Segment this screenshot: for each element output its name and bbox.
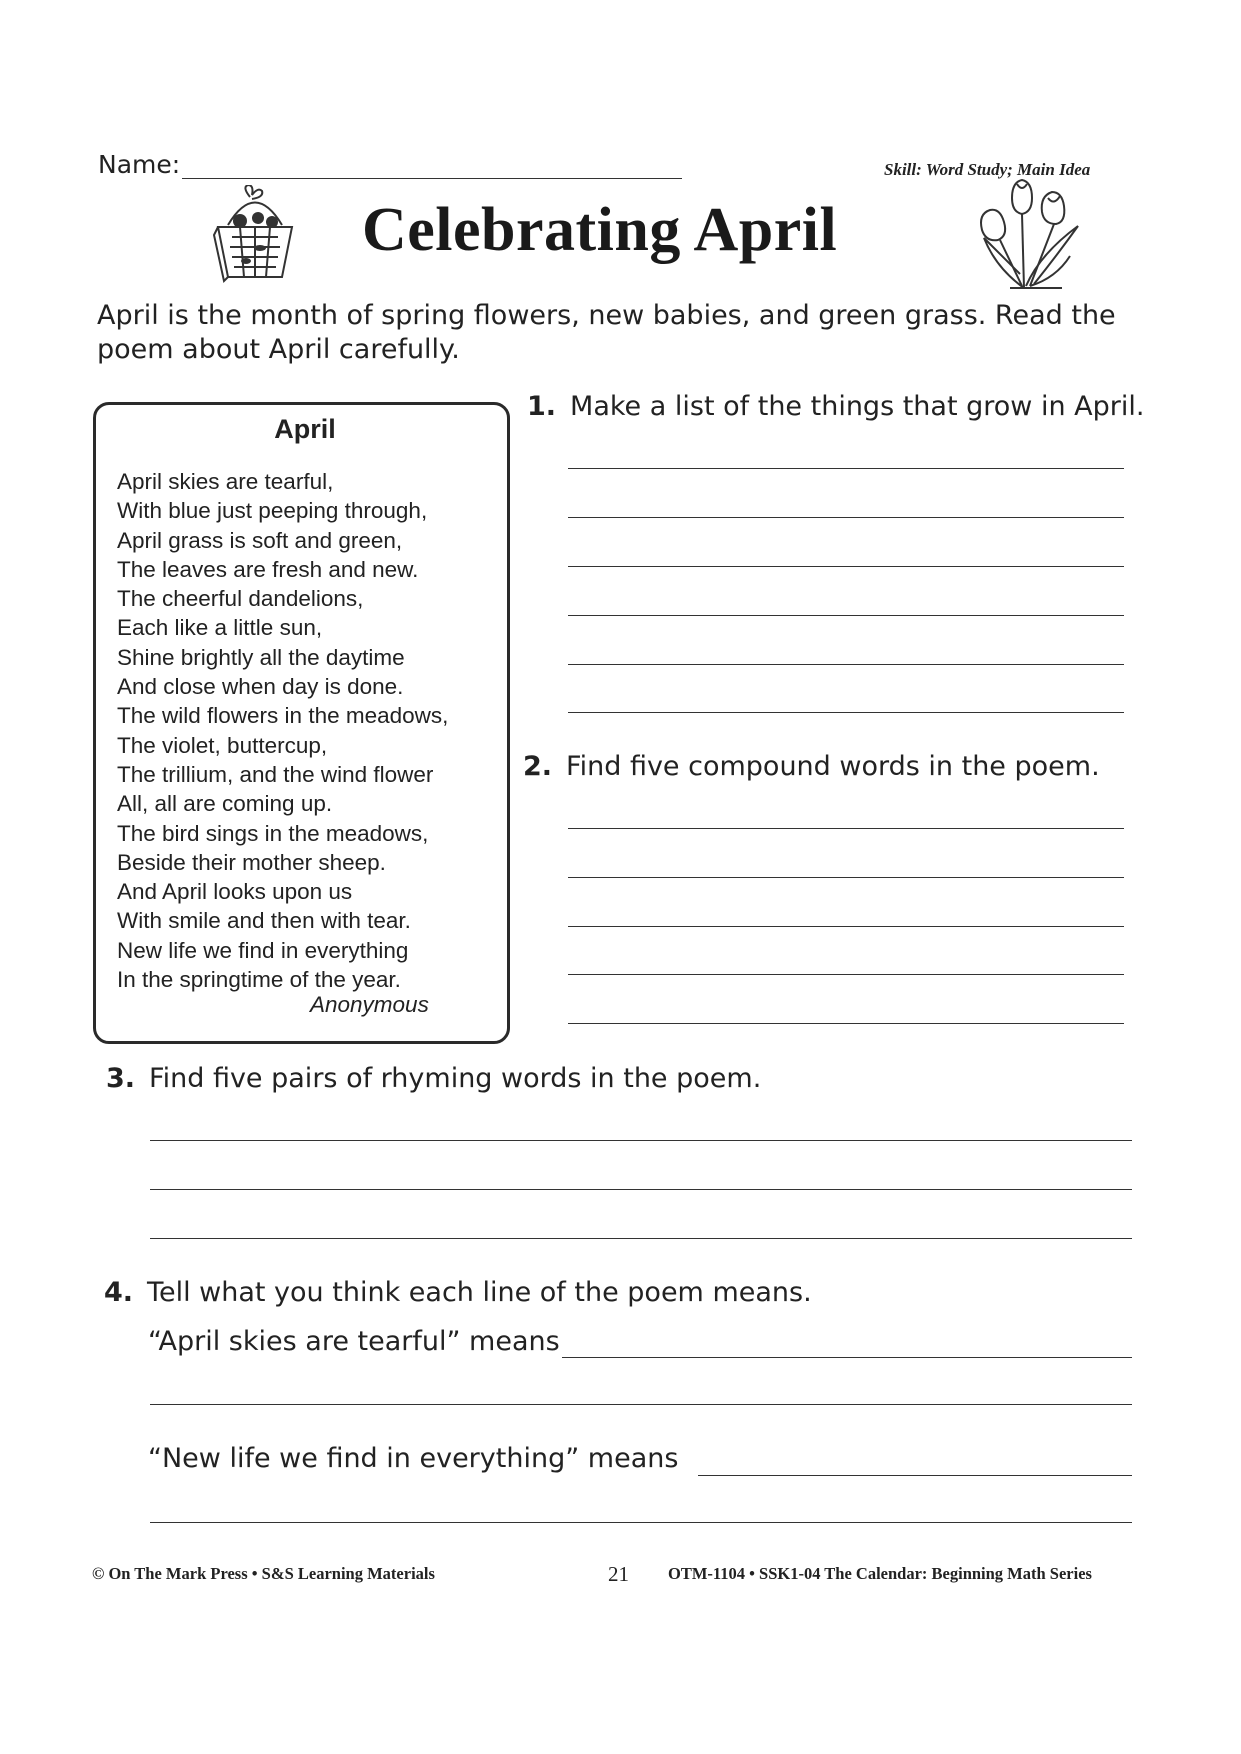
prompt-new-life: “New life we find in everything” means <box>148 1443 679 1474</box>
answer-line[interactable] <box>150 1238 1132 1239</box>
tulips-icon <box>970 170 1090 295</box>
answer-line[interactable] <box>568 1023 1124 1024</box>
poem-lines <box>117 467 448 994</box>
answer-line[interactable] <box>568 615 1124 616</box>
answer-line[interactable] <box>150 1189 1132 1190</box>
poem-line: In the springtime of the year. <box>117 967 401 993</box>
poem-line: The leaves are fresh and new. <box>117 556 419 582</box>
answer-line[interactable] <box>568 517 1124 518</box>
question-number: 1. <box>527 391 557 422</box>
question-number: 4. <box>104 1277 134 1308</box>
footer-copyright: © On The Mark Press • S&S Learning Materials <box>92 1564 435 1583</box>
answer-line[interactable] <box>568 664 1124 665</box>
skill-label: Skill: Word Study; Main Idea <box>884 160 1091 179</box>
poem-line: The trillium, and the wind flower <box>117 761 434 787</box>
name-label: Name: <box>98 150 181 179</box>
page-number: 21 <box>608 1562 629 1586</box>
poem-line: And close when day is done. <box>117 674 404 700</box>
answer-line[interactable] <box>568 712 1124 713</box>
prompt-april-skies: “April skies are tearful” means <box>148 1326 560 1357</box>
answer-line[interactable] <box>698 1475 1132 1476</box>
question-text: Tell what you think each line of the poem means. <box>147 1277 812 1308</box>
answer-line[interactable] <box>568 468 1124 469</box>
poem-author: Anonymous <box>310 992 429 1017</box>
poem-line: April skies are tearful, <box>117 469 334 494</box>
question-4 <box>104 1277 812 1308</box>
poem-line: The violet, buttercup, <box>117 732 328 758</box>
poem-line: With smile and then with tear. <box>117 908 411 934</box>
question-number: 3. <box>106 1063 136 1094</box>
answer-line[interactable] <box>150 1522 1132 1523</box>
poem-line: Shine brightly all the daytime <box>117 644 405 670</box>
answer-line[interactable] <box>150 1140 1132 1141</box>
poem-line: Each like a little sun, <box>117 615 323 641</box>
gift-basket-icon <box>210 185 300 285</box>
question-text: Make a list of the things that grow in April. <box>570 391 1145 422</box>
poem-line: The cheerful dandelions, <box>117 586 364 612</box>
poem-line: Beside their mother sheep. <box>117 849 386 875</box>
question-1 <box>527 391 1144 422</box>
page-title: Celebrating April <box>362 196 838 264</box>
poem-line: And April looks upon us <box>117 879 353 905</box>
intro-text: April is the month of spring flowers, new babies, and green grass. Read the poem about April carefully. <box>97 300 1116 365</box>
poem-line: April grass is soft and green, <box>117 527 403 553</box>
poem-line: All, all are coming up. <box>117 791 333 817</box>
answer-line[interactable] <box>150 1404 1132 1405</box>
question-text: Find five pairs of rhyming words in the poem. <box>149 1063 762 1094</box>
question-2 <box>523 751 1100 782</box>
answer-line[interactable] <box>568 566 1124 567</box>
question-text: Find five compound words in the poem. <box>566 751 1100 782</box>
answer-line[interactable] <box>568 974 1124 975</box>
answer-line[interactable] <box>562 1357 1132 1358</box>
answer-line[interactable] <box>568 926 1124 927</box>
poem-title: April <box>274 414 336 444</box>
question-3 <box>106 1063 761 1094</box>
poem-line: The wild flowers in the meadows, <box>117 703 449 729</box>
question-number: 2. <box>523 751 553 782</box>
poem-line: The bird sings in the meadows, <box>117 820 429 846</box>
poem-line: New life we find in everything <box>117 937 409 963</box>
poem-line: With blue just peeping through, <box>117 498 428 524</box>
answer-line[interactable] <box>568 877 1124 878</box>
answer-line[interactable] <box>568 828 1124 829</box>
name-field-line[interactable] <box>182 178 682 179</box>
footer-series: OTM-1104 • SSK1-04 The Calendar: Beginning Math Series <box>668 1564 1092 1583</box>
